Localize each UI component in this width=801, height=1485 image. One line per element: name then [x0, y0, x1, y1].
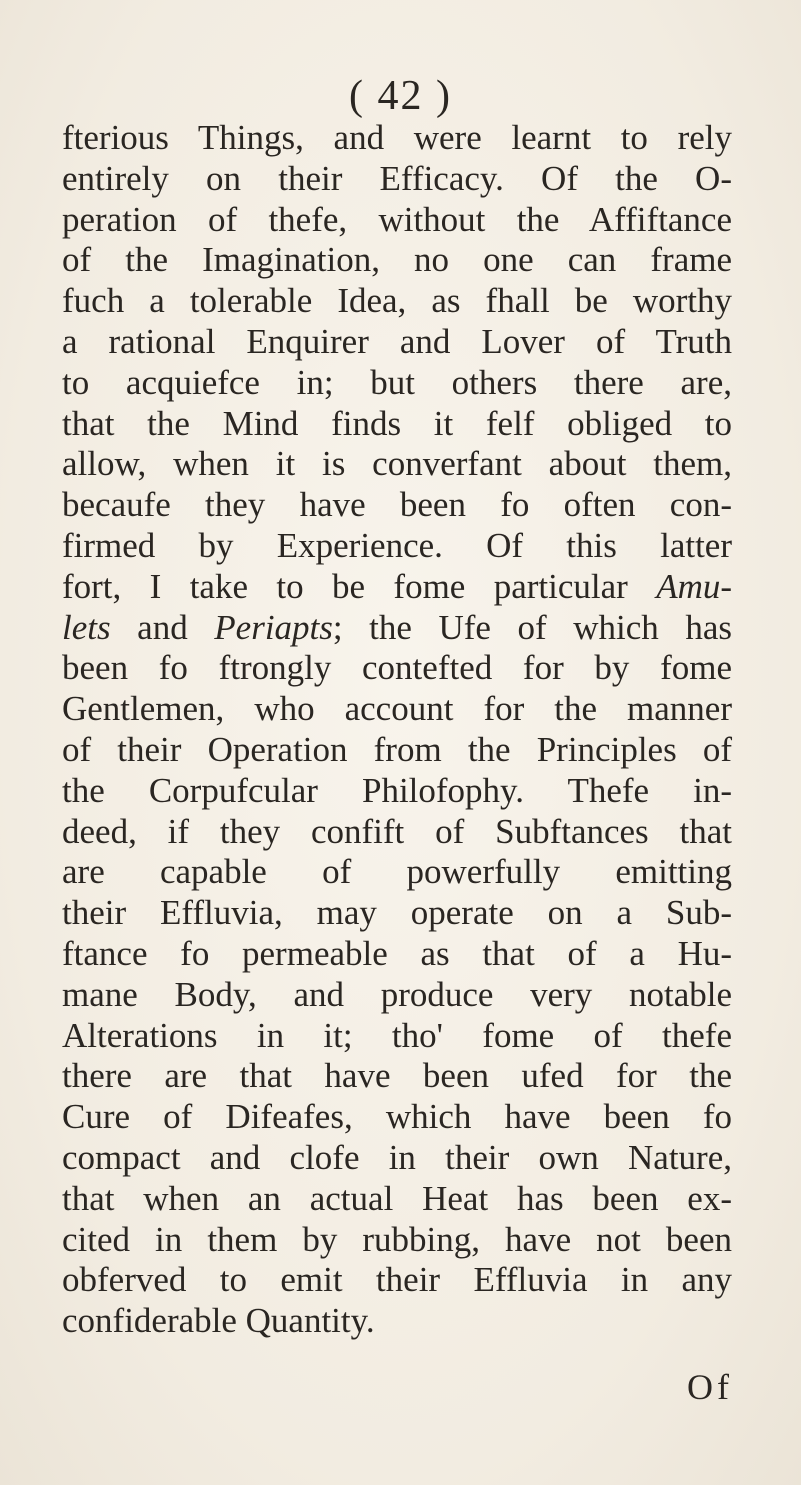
text-line: compact and clofe in their own Nature,	[62, 1137, 732, 1177]
text-line: becaufe they have been fo often con-	[62, 485, 732, 525]
text-line: been fo ftrongly contefted for by fome	[62, 648, 732, 688]
text-line: ftance fo permeable as that of a Hu-	[62, 933, 732, 973]
text-line: are capable of powerfully emitting	[62, 852, 732, 892]
text-segment: fort, I take to be fome particular	[62, 566, 628, 606]
text-line: mane Body, and produce very notable	[62, 974, 732, 1014]
text-line: cited in them by rubbing, have not been	[62, 1219, 732, 1259]
text-line: a rational Enquirer and Lover of Truth	[62, 321, 732, 361]
page-number: ( 42 )	[349, 73, 452, 119]
italic-word: lets	[62, 607, 111, 647]
text-line: Gentlemen, who account for the manner	[62, 689, 732, 729]
body-text	[62, 118, 732, 1342]
text-line: that the Mind finds it felf obliged to	[62, 403, 732, 443]
text-segment: and	[137, 607, 188, 647]
text-line: there are that have been ufed for the	[62, 1056, 732, 1096]
text-line: fterious Things, and were learnt to rely	[62, 118, 732, 157]
text-line: the Corpufcular Philofophy. Thefe in-	[62, 770, 732, 810]
text-line	[62, 608, 732, 649]
italic-word: Periapts	[214, 607, 333, 647]
catchword: Of	[687, 1367, 733, 1407]
text-line: that when an actual Heat has been ex-	[62, 1178, 732, 1218]
text-line: fuch a tolerable Idea, as fhall be worthy	[62, 281, 732, 321]
italic-word: Amu-	[656, 566, 732, 606]
text-line: confiderable Quantity.	[62, 1301, 375, 1341]
text-line: peration of thefe, without the Affiftance	[62, 199, 732, 239]
text-line: to acquiefce in; but others there are,	[62, 362, 732, 402]
text-line: of the Imagination, no one can frame	[62, 240, 732, 280]
text-line: obferved to emit their Effluvia in any	[62, 1260, 732, 1300]
text-line: entirely on their Efficacy. Of the O-	[62, 158, 732, 198]
text-line: Alterations in it; tho' fome of thefe	[62, 1015, 732, 1055]
text-line	[62, 567, 732, 608]
text-line: of their Operation from the Principles of	[62, 729, 732, 769]
text-line: their Effluvia, may operate on a Sub-	[62, 893, 732, 933]
text-line: deed, if they confift of Subftances that	[62, 811, 732, 851]
text-segment: ; the Ufe of which has	[332, 607, 732, 647]
text-line: Cure of Difeafes, which have been fo	[62, 1097, 732, 1137]
text-line: firmed by Experience. Of this latter	[62, 525, 732, 565]
text-line: allow, when it is converfant about them,	[62, 444, 732, 484]
